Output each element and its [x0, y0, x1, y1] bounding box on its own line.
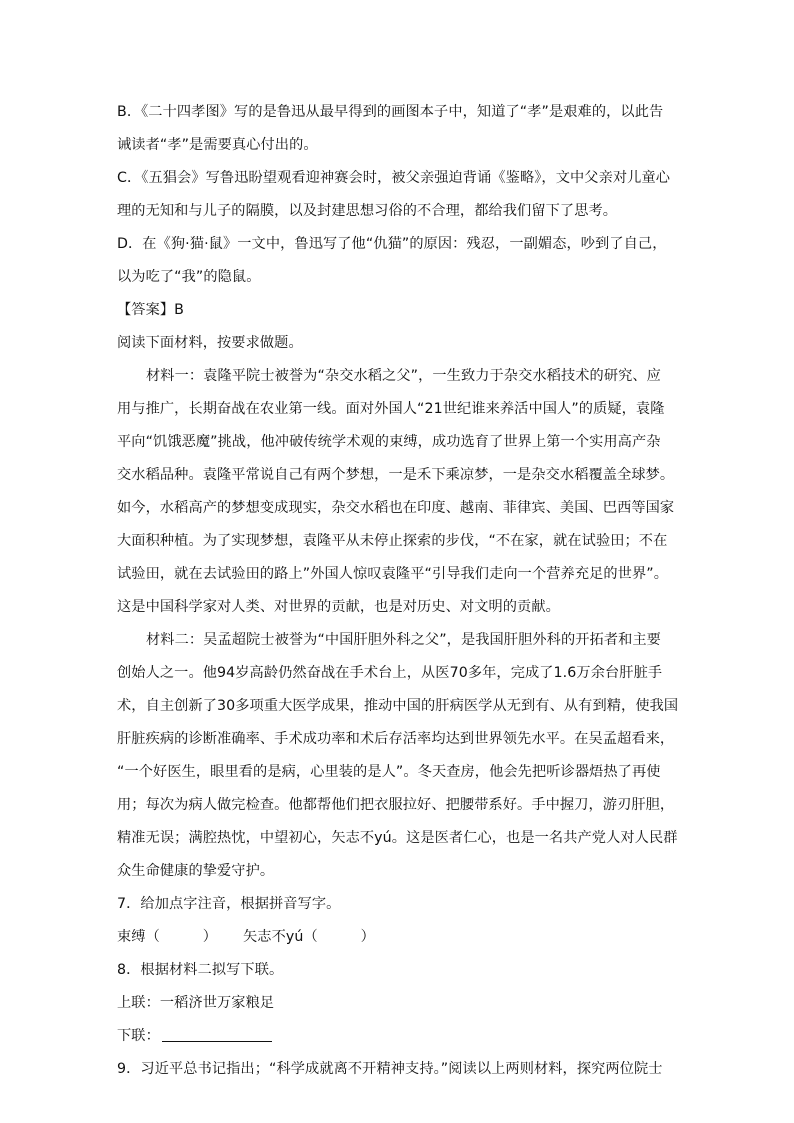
option-d-line-1: D．在《狗·猫·鼠》一文中，鲁迅写了他“仇猫”的原因：残忍，一副媚态，吵到了自己， [117, 236, 667, 252]
material-one-line: 用与推广，长期奋战在农业第一线。面对外国人“21世纪谁来养活中国人”的质疑，袁隆 [117, 401, 665, 417]
material-one-line: 试验田，就在去试验田的路上”外国人惊叹袁隆平“引导我们走向一个营养充足的世界”。 [117, 566, 668, 582]
material-one-line: 平向“饥饿恶魔”挑战，他冲破传统学术观的束缚，成功选育了世界上第一个实用高产杂 [117, 434, 661, 450]
material-one-line: 这是中国科学家对人类、对世界的贡献，也是对历史、对文明的贡献。 [117, 599, 560, 615]
question-8-lower-label: 下联： [117, 1028, 160, 1044]
material-two-line: 肝脏疾病的诊断准确率、手术成功率和术后存活率均达到世界领先水平。在吴孟超看来， [117, 731, 675, 747]
question-8-stem: 8．根据材料二拟写下联。 [117, 962, 284, 978]
option-b-line-2: 诫读者“孝”是需要真心付出的。 [117, 137, 318, 153]
material-two-line: 精准无误；满腔热忱，中望初心，矢志不yú。这是医者仁心，也是一名共产党人对人民群 [117, 830, 678, 846]
answer-line: 【答案】B [117, 302, 184, 318]
material-one-line: 交水稻品种。袁隆平常说自己有两个梦想，一是禾下乘凉梦，一是杂交水稻覆盖全球梦。 [117, 467, 675, 483]
material-one-line: 材料一：袁隆平院士被誉为“杂交水稻之父”，一生致力于杂交水稻技术的研究、应 [146, 368, 661, 384]
material-one-line: 大面积种植。为了实现梦想，袁隆平从未停止探索的步伐，“不在家，就在试验田；不在 [117, 533, 668, 549]
material-two-line: 众生命健康的挚爱守护。 [117, 863, 275, 879]
question-7-item-2: 矢志不yú（ ） [243, 929, 375, 945]
material-two-line: “一个好医生，眼里看的是病，心里装的是人”。冬天查房，他会先把听诊器焐热了再使 [117, 764, 661, 780]
question-7-item-1: 束缚（ ） [117, 929, 218, 945]
instruction-line: 阅读下面材料，按要求做题。 [117, 335, 303, 351]
material-two [117, 624, 679, 888]
option-d-line-2: 以为吃了“我”的隐鼠。 [117, 269, 261, 285]
question-8-upper-couplet: 上联：一稻济世万家粮足 [117, 995, 275, 1011]
question-7-items [117, 921, 676, 954]
material-two-line: 用；每次为病人做完检查。他都帮他们把衣服拉好、把腰带系好。手中握刀，游刃肝胆， [117, 797, 675, 813]
option-c-line-2: 理的无知和与儿子的隔膜，以及封建思想习俗的不合理，都给我们留下了思考。 [117, 203, 618, 219]
answer-blank [162, 1027, 272, 1042]
material-one [117, 360, 676, 624]
option-c-line-1: C．《五猖会》写鲁迅盼望观看迎神赛会时，被父亲强迫背诵《鉴略》，文中父亲对儿童心 [117, 170, 671, 186]
question-8-lower-couplet [117, 1020, 676, 1053]
question-7-stem: 7．给加点字注音，根据拼音写字。 [117, 896, 341, 912]
material-two-line: 术，自主创新了30多项重大医学成果，推动中国的肝病医学从无到有、从有到精，使我国 [117, 698, 679, 714]
material-two-line: 材料二：吴孟超院士被誉为“中国肝胆外科之父”，是我国肝胆外科的开拓者和主要 [146, 632, 661, 648]
material-one-line: 如今，水稻高产的梦想变成现实，杂交水稻也在印度、越南、菲律宾、美国、巴西等国家 [117, 500, 675, 516]
question-9-stem: 9．习近平总书记指出；“科学成就离不开精神支持。”阅读以上两则材料，探究两位院士 [117, 1061, 663, 1077]
material-two-line: 创始人之一。他94岁高龄仍然奋战在手术台上，从医70多年，完成了1.6万余台肝脏手 [117, 665, 663, 681]
option-b-line-1: B．《二十四孝图》写的是鲁迅从最早得到的画图本子中，知道了“孝”是艰难的，以此告 [117, 104, 664, 120]
